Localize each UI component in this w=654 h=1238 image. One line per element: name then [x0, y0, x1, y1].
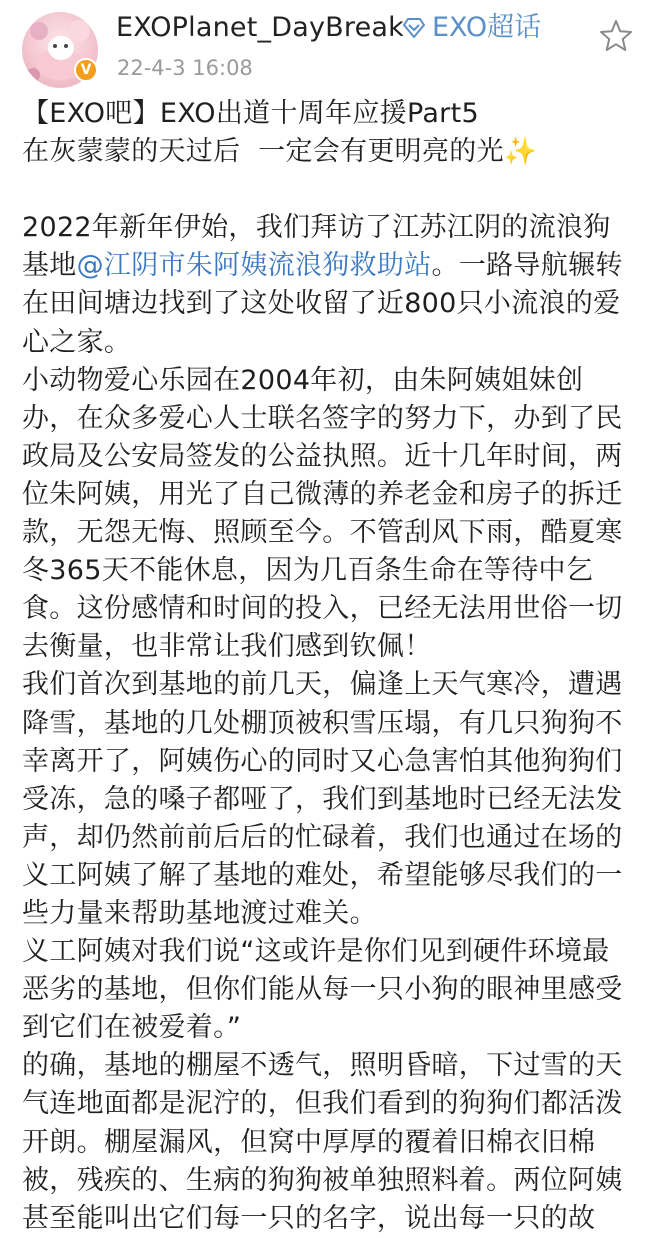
topic-label: EXO超话 — [432, 12, 542, 43]
post-title-line: 【EXO吧】EXO出道十周年应援Part5 — [22, 98, 479, 129]
diamond-icon — [402, 17, 426, 39]
post-body — [22, 95, 636, 1238]
star-outline-icon[interactable] — [598, 18, 634, 54]
verified-badge-icon: V — [74, 58, 98, 82]
paragraph-3: 我们首次到基地的前几天，偏逢上天气寒冷，遭遇降雪，基地的几处棚顶被积雪压塌，有几只狗狗不幸离开了，阿姨伤心的同时又心急害怕其他狗狗们受冻，急的嗓子都哑了，我们到基地时已经无法发声，却仍然前前后后的忙碌着，我们也通过在场的义工阿姨了解了基地的难处，希望能够尽我们的一些力量来帮助基地渡过难关。 — [22, 669, 623, 929]
paragraph-1-suffix: 。一路导航辗转在田间塘边找到了这处收留了近800只小流浪的爱心之家。 — [22, 250, 623, 358]
paragraph-1 — [22, 209, 636, 361]
paragraph-2: 小动物爱心乐园在2004年初，由朱阿姨姐妹创办，在众多爱心人士联名签字的努力下，办到了民政局及公安局签发的公益执照。近十几年时间，两位朱阿姨，用光了自己微薄的养老金和房子的拆迁款，无怨无悔、照顾至今。不管刮风下雨，酷夏寒冬365天不能休息，因为几百条生命在等待中乞食。这份感情和时间的投入，已经无法用世俗一切去衡量，也非常让我们感到钦佩！ — [22, 364, 623, 663]
sparkles-icon: ✨ — [503, 136, 538, 168]
post-subtitle-line — [22, 133, 636, 171]
paragraph-1-prefix: 2022年新年伊始，我们拜访了江苏江阴的流浪狗基地 — [22, 212, 611, 282]
paragraph-5: 的确，基地的棚屋不透气，照明昏暗，下过雪的天气连地面都是泥泞的，但我们看到的狗狗们都活泼开朗。棚屋漏风，但窝中厚厚的覆着旧棉衣旧棉被，残疾的、生病的狗狗被单独照料着。两位阿姨甚至能叫出它们每一只的名字，说出每一只的故 — [22, 1050, 623, 1234]
topic-tag[interactable] — [402, 12, 541, 44]
post-header — [0, 0, 654, 96]
subtitle-text: 在灰蒙蒙的天过后 一定会有更明亮的光 — [22, 136, 504, 168]
mention-link[interactable]: @江阴市朱阿姨流浪狗救助站 — [76, 250, 432, 282]
username[interactable]: EXOPlanet_DayBreak — [116, 12, 404, 43]
post-timestamp: 22-4-3 16:08 — [117, 56, 253, 80]
paragraph-4: 义工阿姨对我们说“这或许是你们见到硬件环境最恶劣的基地，但你们能从每一只小狗的眼神里感受到它们在被爱着。” — [22, 936, 623, 1044]
paragraph-spacer — [22, 171, 636, 209]
